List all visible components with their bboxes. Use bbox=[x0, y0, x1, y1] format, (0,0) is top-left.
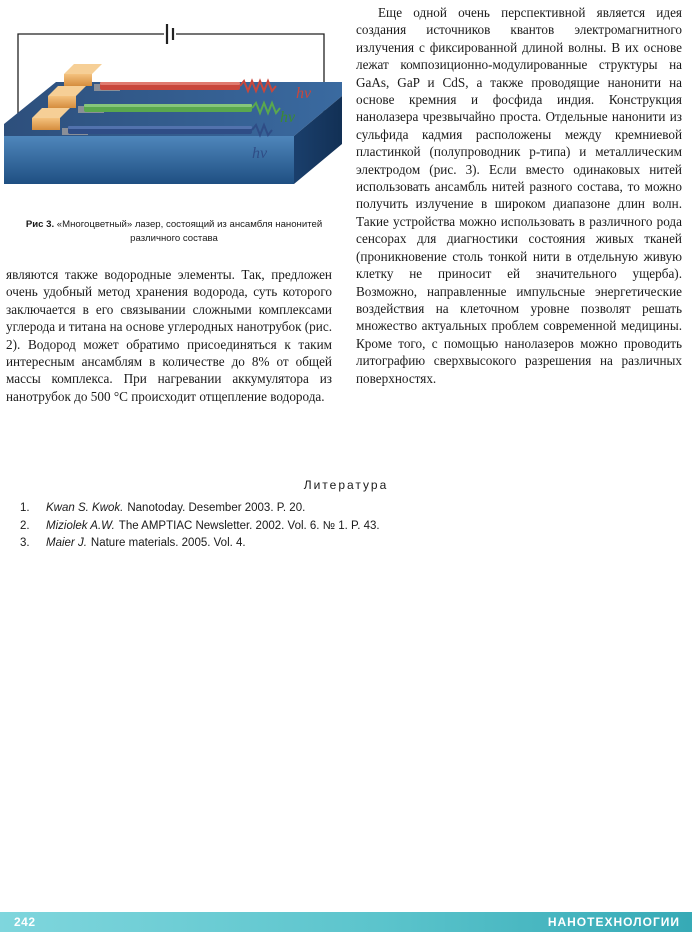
right-column bbox=[356, 4, 682, 387]
page-number: 242 bbox=[14, 915, 36, 929]
reference-number: 2. bbox=[20, 519, 30, 532]
reference-text: The AMPTIAC Newsletter. 2002. Vol. 6. № 1. P. 43. bbox=[118, 519, 380, 532]
left-column-paragraph: являются также водородные элементы. Так, предложен очень удобный метод хранения водорода, суть которого заключается в его связывании сложными комплексами углерода и титана на основе углеродных нанотрубок (рис. 2). Водород может обратимо присоединяться к таким интересным ансамблям в количестве до 8% от общей массы комплекса. При нагревании аккумулятора из нанотрубок до 500 °С происходит отщепление водорода. bbox=[6, 267, 332, 404]
caption-text: «Многоцветный» лазер, состоящий из ансамбля нанонитей различного состава bbox=[54, 219, 323, 244]
references-title: Литература bbox=[303, 478, 389, 492]
reference-author: Maier J. bbox=[46, 537, 87, 549]
nanowire-red bbox=[100, 82, 240, 90]
reference-item bbox=[20, 535, 660, 553]
figure-caption bbox=[6, 218, 342, 246]
references-list bbox=[20, 500, 660, 553]
laser-figure bbox=[4, 4, 342, 190]
caption-label: Рис 3. bbox=[25, 219, 55, 230]
left-column bbox=[6, 266, 332, 405]
hv-label-blue: hv bbox=[252, 145, 268, 162]
reference-author: Kwan S. Kwok. bbox=[46, 502, 124, 514]
reference-item bbox=[20, 500, 660, 518]
right-column-paragraph: Еще одной очень перспективной является идея создания источников квантов электромагнитного излучения с фиксированной длиной волны. В их основе лежат композиционно-модулированные структуры на GaAs, GaP и CdS, а также проводящие нанонити на основе кремния и фосфида индия. Конструкция нанолазера чрезвычайно проста. Отдельные нанонити из сульфида кадмия расположены между кремниевой пластинкой (полупроводник р-типа) и металлическим электродом (рис. 3). Если вместо одинаковых нитей использовать ансамбль нитей разного состава, то можно получить излучение в широком диапазоне длин волн. Такие устройства можно использовать в различного рода сенсорах для диагностики состояния живых тканей (проникновение столь тонкой нити в отдельную живую клетку не приносит ей значительного ущерба). Возможно, направленные импульсные энергетические воздействия на клеточном уровне позволят решать множество актуальных проблем современной медицины. Кроме того, с помощью нанолазеров можно проводить литографию сверхвысокого разрешения на различных поверхностях. bbox=[356, 5, 682, 386]
page-footer bbox=[0, 912, 692, 932]
hv-label-green: hv bbox=[280, 109, 296, 126]
nanowire-green bbox=[84, 104, 252, 112]
reference-number: 3. bbox=[20, 537, 30, 549]
reference-number: 1. bbox=[20, 502, 30, 514]
hv-label-red: hv bbox=[296, 85, 312, 102]
reference-author: Miziolek A.W. bbox=[46, 519, 115, 532]
journal-title: НАНОТЕХНОЛОГИИ bbox=[547, 915, 680, 929]
reference-text: Nature materials. 2005. Vol. 4. bbox=[90, 537, 246, 549]
nanowire-blue bbox=[68, 126, 252, 134]
reference-item bbox=[20, 518, 660, 536]
reference-text: Nanotoday. Desember 2003. P. 20. bbox=[127, 502, 306, 514]
